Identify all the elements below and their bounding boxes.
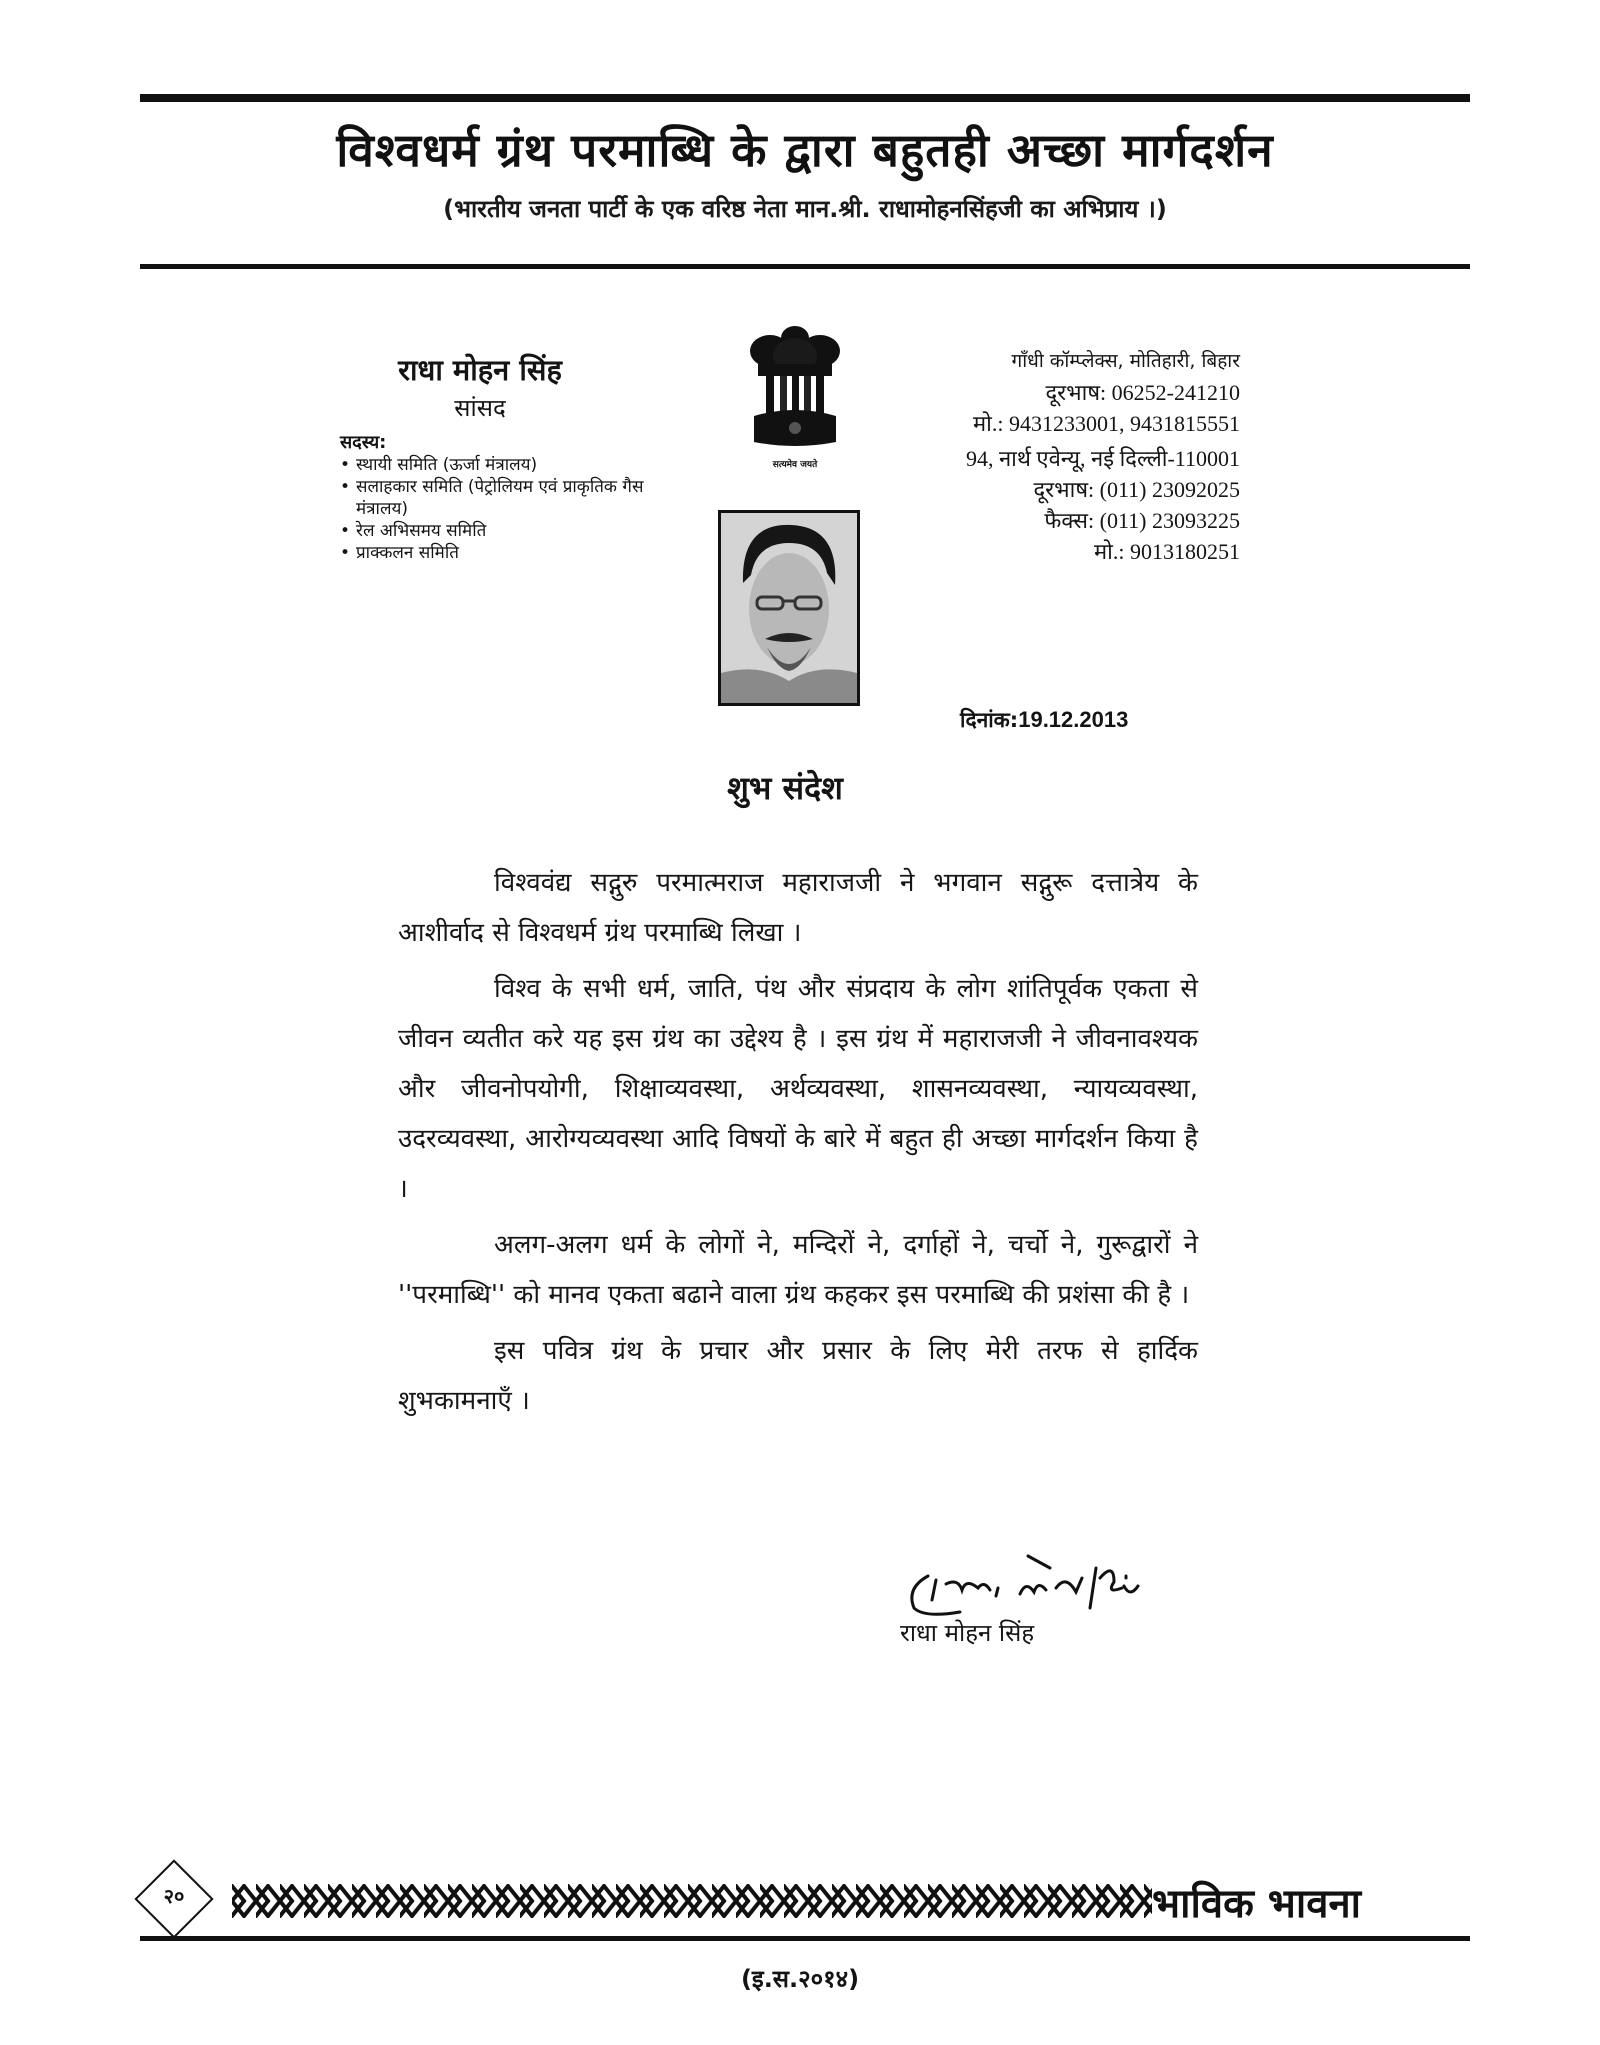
signatory-name: राधा मोहन सिंह: [900, 1619, 1035, 1647]
committee-item: • स्थायी समिति (ऊर्जा मंत्रालय): [340, 454, 680, 476]
header-rule: [140, 264, 1470, 269]
greeting-text: शुभ संदेश: [727, 769, 843, 807]
footer-rule: [140, 1936, 1470, 1941]
date-label: दिनांक:: [960, 708, 1019, 732]
publication-title: भाविक भावना: [1152, 1881, 1362, 1927]
delhi-phone: दूरभाष: (011) 23092025: [1033, 477, 1240, 502]
committee-list: [340, 454, 680, 564]
lattice-ornament-icon: [232, 1884, 1152, 1918]
portrait-photo: [718, 510, 860, 706]
body-paragraph: अलग-अलग धर्म के लोगों ने, मन्दिरों ने, दर्गाहों ने, चर्चो ने, गुरूद्वारों ने ''परमाब्धि'' को मानव एकता बढाने वाला ग्रंथ कहकर इस परमाब्धि की प्रशंसा की है ।: [398, 1230, 1198, 1310]
page-title: विश्वधर्म ग्रंथ परमाब्धि के द्वारा बहुतही अच्छा मार्गदर्शन: [336, 123, 1274, 177]
local-address: गाँधी कॉम्प्लेक्स, मोतिहारी, बिहार: [1011, 350, 1240, 372]
mp-name: राधा मोहन सिंह: [398, 353, 562, 387]
handwritten-signature-icon: [900, 1548, 1160, 1618]
body-paragraph: विश्व के सभी धर्म, जाति, पंथ और संप्रदाय के लोग शांतिपूर्वक एकता से जीवन व्यतीत करे यह इस ग्रंथ का उद्देश्य है । इस ग्रंथ में महाराजजी ने जीवनावश्यक और जीवनोपयोगी, शिक्षाव्यवस्था, अर्थव्यवस्था, शासनव्यवस्था, न्यायव्यवस्था, उदरव्यवस्था, आरोग्यव्यवस्था आदि विषयों के बारे में बहुत ही अच्छा मार्गदर्शन किया है ।: [398, 974, 1198, 1204]
page-subtitle: (भारतीय जनता पार्टी के एक वरिष्ठ नेता मान.श्री. राधामोहनसिंहजी का अभिप्राय ।): [443, 195, 1167, 223]
letterhead-left: [340, 350, 680, 564]
delhi-mobile: मो.: 9013180251: [1094, 539, 1240, 564]
letterhead-right: [880, 346, 1240, 567]
date-value: 19.12.2013: [1018, 707, 1129, 732]
national-emblem-icon: [740, 316, 850, 466]
page-number: २०: [163, 1884, 185, 1908]
mp-role: सांसद: [454, 394, 506, 422]
local-mobile: मो.: 9431233001, 9431815551: [973, 411, 1240, 436]
letter-body: [398, 858, 1198, 1432]
member-label: सदस्य:: [340, 432, 387, 453]
committee-item: • सलाहकार समिति (पेट्रोलियम एवं प्राकृतिक गैस मंत्रालय): [340, 476, 680, 520]
letter-date: [960, 706, 1128, 734]
greeting-heading: [0, 766, 1600, 809]
body-paragraph: इस पवित्र ग्रंथ के प्रचार और प्रसार के लिए मेरी तरफ से हार्दिक शुभकामनाएँ ।: [398, 1336, 1198, 1416]
delhi-fax: फैक्स: (011) 23093225: [1044, 508, 1240, 533]
committee-item: • प्राक्कलन समिति: [340, 542, 680, 564]
body-paragraph: विश्ववंद्य सद्गुरु परमात्मराज महाराजजी ने भगवान सद्गुरू दत्तात्रेय के आशीर्वाद से विश्वधर्म ग्रंथ परमाब्धि लिखा ।: [398, 868, 1198, 948]
top-rule: [140, 94, 1470, 102]
delhi-address: 94, नार्थ एवेन्यू, नई दिल्ली-110001: [965, 446, 1240, 471]
emblem-motto: सत्यमेव जयते: [772, 460, 818, 470]
publication-year: (इ.स.२०१४): [740, 1965, 860, 1993]
committee-item: • रेल अभिसमय समिति: [340, 520, 680, 542]
local-phone: दूरभाष: 06252-241210: [1045, 380, 1240, 405]
